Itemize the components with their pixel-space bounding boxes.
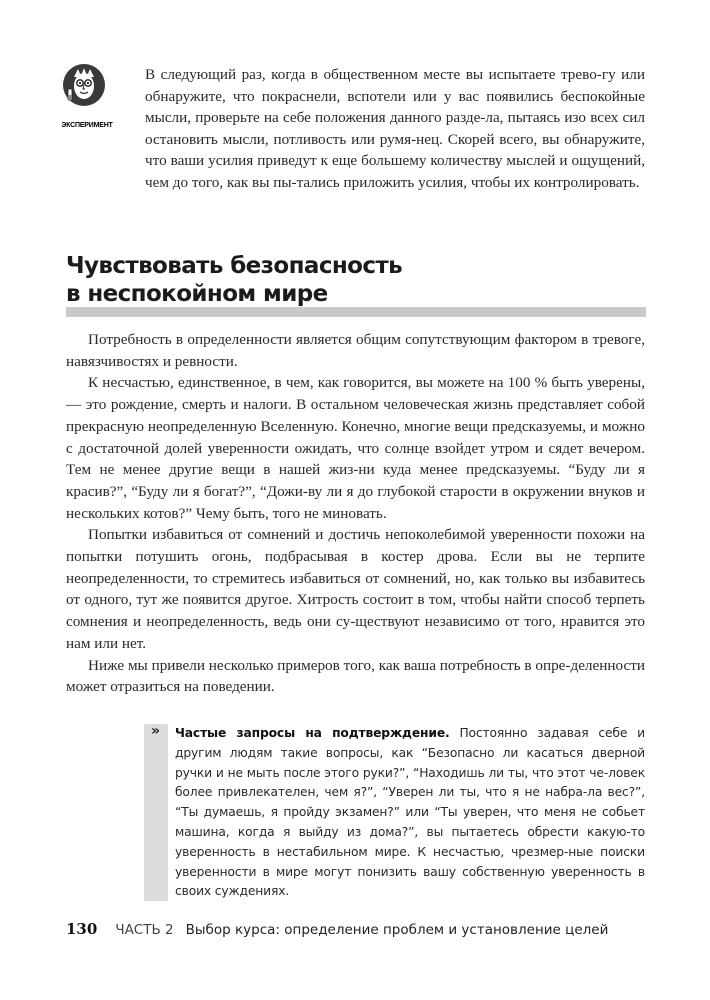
- section-heading: [66, 252, 646, 308]
- page-number: 130: [66, 920, 98, 938]
- tip-body: Постоянно задавая себе и другим людям такие вопросы, как “Безопасно ли касаться дверной ручки и не мыть после этого руки?”, “Находишь ли ты, что этот че-ловек более привлекателен, чем я?”, “Уверен ли ты, что я не набра-ла вес?”, “Ты думаешь, я пройду экзамен?” или “Ты уверен, что меня не собьет машина, когда я выйду из дома?”, вы пытаетесь обрести какую-то уверенность в нестабильном мире. К несчастью, чрезмер-ные поиски уверенности в мире могут понизить вашу собственную уверенность в своих суждениях.: [175, 726, 645, 899]
- section-heading-line2: в неспокойном мире: [66, 281, 328, 307]
- experiment-icon: [62, 63, 106, 107]
- experiment-label: ЭКСПЕРИМЕНТ: [61, 122, 113, 129]
- paragraph: Потребность в определенности является общим сопутствующим фактором в тревоге, навязчивостях и ревности.: [66, 331, 645, 370]
- paragraph: Ниже мы привели несколько примеров того, как ваша потребность в опре-деленности может отразиться на поведении.: [66, 656, 645, 696]
- bullet-icon: »: [151, 723, 161, 739]
- chapter-title: Выбор курса: определение проблем и установление целей: [185, 922, 609, 938]
- heading-underline: [66, 307, 646, 317]
- tip-sidebar: [144, 724, 168, 901]
- paragraph: К несчастью, единственное, в чем, как говорится, вы можете на 100 % быть уверены, — это рождение, смерть и налоги. В остальном человеческая жизнь представляет собой прекрасную неопределенную Вселенную. Конечно, многие вещи предсказуемы, и можно с достаточной долей уверенности ожидать, что солнце взойдет утром и сядет вечером. Тем не менее другие вещи в нашей жиз-ни куда менее предсказуемы. “Буду ли я красив?”, “Буду ли я богат?”, “Дожи-ву ли я до глубокой старости в окружении внуков и нескольких котов?” Чему быть, того не миновать.: [66, 374, 645, 522]
- paragraph: Попытки избавиться от сомнений и достичь непоколебимой уверенности похожи на попытки потушить огонь, подбрасывая в костер дрова. Если вы не терпите неопределенности, то стремитесь избавиться от сомнений, но, как только вы избавитесь от одного, тут же появится другое. Хитрость состоит в том, чтобы найти способ терпеть сомнения и неопределенность, ведь они су-ществуют независимо от того, нравится это нам или нет.: [66, 526, 645, 652]
- section-body: [66, 329, 645, 698]
- experiment-text: В следующий раз, когда в общественном месте вы испытаете трево-гу или обнаружите, что покраснели, вспотели или у вас появились беспокойные мысли, проверьте на себе положения данного разде-ла, пытаясь изо всех сил остановить мысли, потливость или румя-нец. Скорей всего, вы обнаружите, что ваши усилия приведут к еще большему количеству мыслей и ощущений, чем до того, как вы пы-тались приложить усилия, чтобы их контролировать.: [145, 66, 645, 191]
- page-footer: [66, 920, 656, 939]
- tip-title: Частые запросы на подтверждение.: [175, 726, 450, 740]
- part-label: ЧАСТЬ 2: [115, 922, 174, 938]
- section-heading-line1: Чувствовать безопасность: [66, 253, 403, 279]
- tip-box: [144, 724, 645, 901]
- tip-text: [175, 724, 645, 902]
